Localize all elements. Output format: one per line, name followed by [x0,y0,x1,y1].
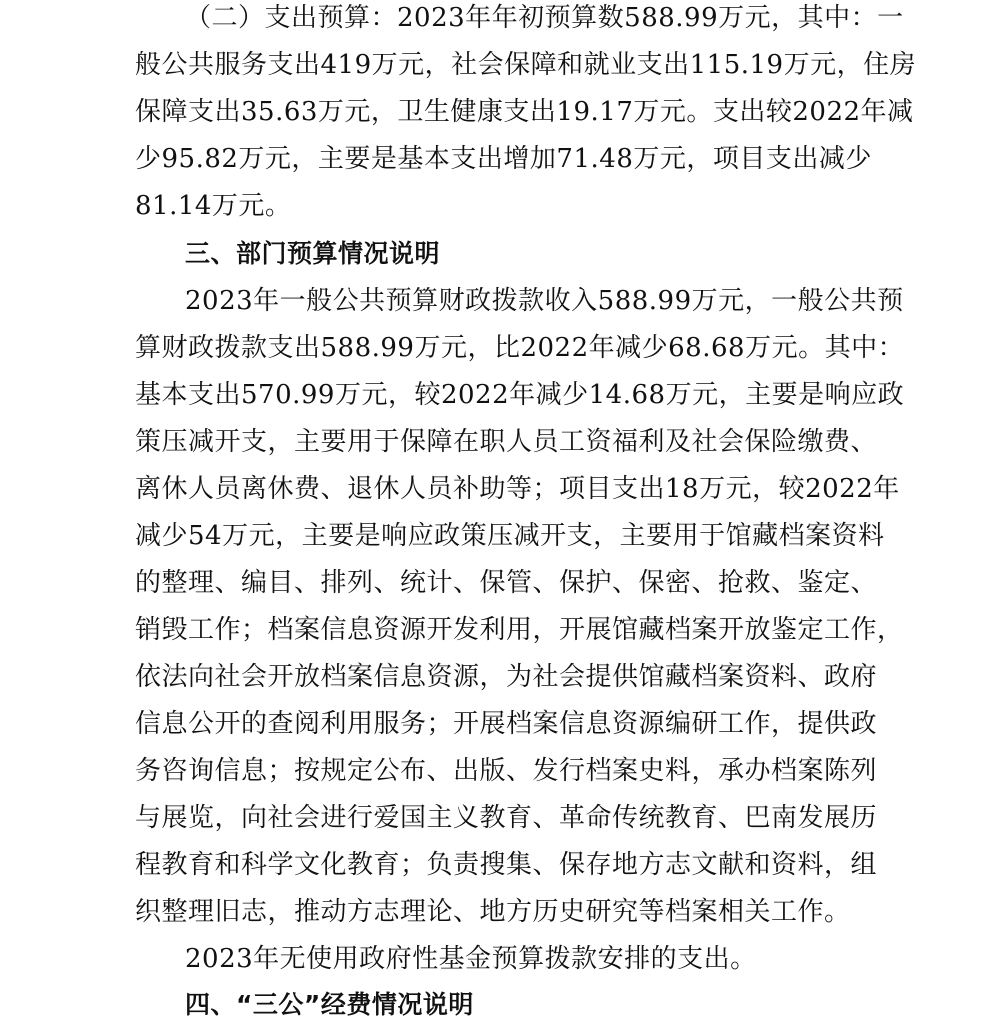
paragraph-line: 务咨询信息；按规定公布、出版、发行档案史料，承办档案陈列 [135,756,878,786]
paragraph-line: （二）支出预算：2023年年初预算数588.99万元，其中：一 [185,3,904,33]
paragraph-line: 少95.82万元，主要是基本支出增加71.48万元，项目支出减少 [135,144,872,174]
section-heading: 四、“三公”经费情况说明 [185,990,474,1019]
paragraph-line: 依法向社会开放档案信息资源，为社会提供馆藏档案资料、政府 [135,662,878,692]
paragraph-line: 织整理旧志，推动方志理论、地方历史研究等档案相关工作。 [135,897,851,927]
paragraph-line: 81.14万元。 [135,191,292,221]
paragraph-line: 的整理、编目、排列、统计、保管、保护、保密、抢救、鉴定、 [135,568,878,598]
paragraph-line: 与展览，向社会进行爱国主义教育、革命传统教育、巴南发展历 [135,803,878,833]
paragraph-line: 策压减开支，主要用于保障在职人员工资福利及社会保险缴费、 [135,427,878,457]
paragraph-line: 2023年一般公共预算财政拨款收入588.99万元，一般公共预 [185,286,904,316]
paragraph-line: 2023年无使用政府性基金预算拨款安排的支出。 [185,944,757,974]
paragraph-line: 保障支出35.63万元，卫生健康支出19.17万元。支出较2022年减 [135,97,914,127]
paragraph-line: 程教育和科学文化教育；负责搜集、保存地方志文献和资料，组 [135,850,878,880]
paragraph-line: 减少54万元，主要是响应政策压减开支，主要用于馆藏档案资料 [135,521,885,551]
paragraph-line: 离休人员离休费、退休人员补助等；项目支出18万元，较2022年 [135,474,900,504]
paragraph-line: 销毁工作；档案信息资源开发利用，开展馆藏档案开放鉴定工作， [135,615,904,645]
paragraph-line: 算财政拨款支出588.99万元，比2022年减少68.68万元。其中： [135,333,905,363]
section-heading: 三、部门预算情况说明 [185,239,441,268]
paragraph-line: 信息公开的查阅利用服务；开展档案信息资源编研工作，提供政 [135,709,878,739]
paragraph-line: 般公共服务支出419万元，社会保障和就业支出115.19万元，住房 [135,50,917,80]
paragraph-line: 基本支出570.99万元，较2022年减少14.68万元，主要是响应政 [135,380,905,410]
